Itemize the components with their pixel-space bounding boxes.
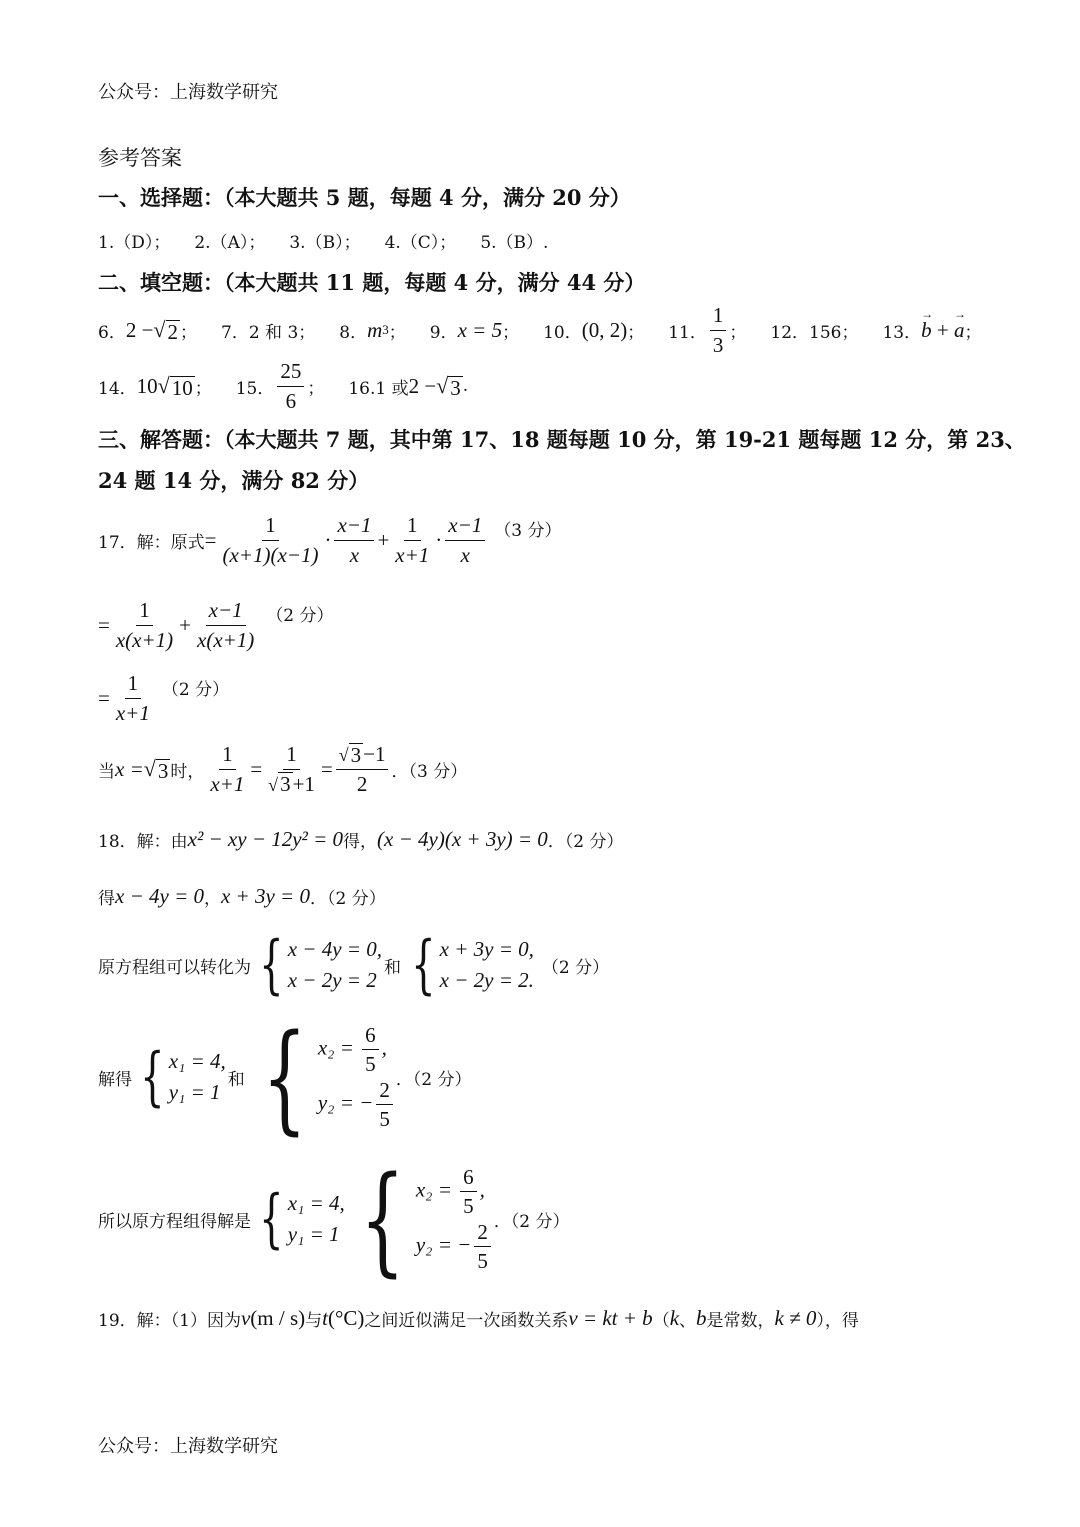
q15-numerator: 25: [277, 359, 304, 386]
q15-denominator: 6: [285, 388, 297, 413]
q18-final-s2-y-label: y₂ = −: [415, 1232, 472, 1257]
q13-plus: +: [931, 317, 954, 342]
q11-numerator: 1: [710, 303, 727, 330]
q14-label: 14．: [98, 378, 137, 399]
q17-k3-num-radicand: 3: [350, 743, 362, 767]
q17-when-radicand: 3: [157, 758, 169, 783]
q17-when: 当: [98, 761, 115, 782]
q19-k: k: [669, 1305, 680, 1330]
q17-k1-den: x+1: [210, 771, 245, 796]
q19-b: b: [696, 1305, 707, 1330]
q17-frac3: [392, 513, 432, 566]
q18-line3-label: 原方程组可以转化为: [98, 957, 251, 978]
q18-he: 和: [383, 957, 401, 978]
q14-coef: 10: [136, 373, 158, 398]
q17-g1-num: 1: [136, 598, 153, 625]
q18-final-solution-2: { x₂ = $\frac{6}{5}$ , y₂ = − $\frac{2}{5}$: [345, 1160, 494, 1278]
q17-frac-g1: [113, 598, 176, 651]
q18-line2-de: 得: [98, 888, 115, 909]
q19-text3: （: [652, 1310, 670, 1331]
q19-unit-speed: (m / s): [250, 1305, 306, 1330]
fill-blank-row-2: 14． 10 √ 10 ； 15． $\frac{25}{6}$ ； 16.1 或 2 − √ 3 .: [98, 359, 469, 413]
q6-radicand: 2: [167, 319, 178, 344]
left-brace-icon: {: [411, 928, 436, 1002]
q18-system-2: [403, 928, 534, 1002]
q19-equation: v = kt + b: [568, 1305, 653, 1330]
q13-vector-b: → b: [921, 318, 932, 343]
q17-k3-den: 2: [356, 771, 368, 796]
q17-line1: 17．解：原式 = $\frac{1}{(x+1)(x-1)}$ · $\frac{x-1}{x}$ + $\frac{1}{x+1}$ · $\frac{x-1}{x}$ （3 分）: [98, 513, 562, 567]
q18-solution-2: { x₂ = $\frac{6}{5}$ , y₂ = − $\frac{2}{5}$: [247, 1018, 396, 1136]
q18-label: 18．解：由: [98, 831, 188, 852]
q17-frac4: [445, 513, 485, 566]
q19-sep: 、: [679, 1310, 697, 1331]
q19-v: v: [240, 1305, 251, 1330]
q11-fraction: [710, 303, 727, 356]
q18-system-1: [251, 928, 382, 1002]
q18-s2-y-num: 2: [376, 1078, 393, 1105]
q18-line4-label: 解得: [98, 1069, 132, 1090]
q9-label: 9．: [429, 322, 458, 343]
q8-base: m: [367, 317, 383, 342]
q18-final-s2-x-den: 5: [463, 1194, 474, 1218]
q18-line5: [98, 1150, 570, 1288]
q18-line4: [98, 1008, 472, 1146]
q17-k2-den-radicand: 3: [280, 772, 291, 797]
section3-heading-line1: 三、解答题：（本大题共 7 题，其中第 17、18 题每题 10 分，第 19-21 题每题 12 分，第 23、: [98, 427, 1026, 452]
q14-sqrt: √ 10: [157, 373, 193, 400]
q19-yu: 与: [305, 1310, 323, 1331]
q6-value: 2 −: [125, 317, 154, 342]
q18-line2-a: x − 4y = 0: [115, 883, 204, 908]
answer-5: 5.（B）.: [480, 233, 549, 253]
q18-line2: 得 x − 4y = 0 ， x + 3y = 0 ．（2 分）: [98, 883, 386, 909]
q17-frac-k2: 1 √ 3 +1: [268, 742, 315, 797]
left-brace-icon: {: [259, 1182, 284, 1256]
q19-text5: ），得: [816, 1310, 859, 1331]
q18-final-s2-y-den: 5: [477, 1249, 488, 1273]
q17-frac4-num: x−1: [445, 513, 485, 540]
q17-line2: = $\frac{1}{x(x+1)}$ + $\frac{x-1}{x(x+1)}$ （2 分）: [98, 598, 334, 652]
q18-factored: (x − 4y)(x + 3y) = 0: [377, 826, 548, 851]
q17-g2-num: x−1: [206, 598, 246, 625]
q18-points-4: ．（2 分）: [395, 1069, 472, 1090]
q8-label: 8．: [339, 322, 368, 343]
section2-heading: 二、填空题：（本大题共 11 题，每题 4 分，满分 44 分）: [98, 270, 646, 295]
q6-sqrt: √ 2: [153, 317, 178, 344]
q17-k3-num-rest: −1: [363, 742, 386, 767]
q19-text4: 是常数，: [706, 1310, 775, 1331]
header-text: 公众号：上海数学研究: [98, 82, 278, 103]
q17-frac2: [334, 513, 374, 566]
q18-s2-x-label: x₂ =: [317, 1035, 360, 1060]
q16-radicand: 3: [450, 375, 461, 400]
q17-g1-den: x(x+1): [115, 627, 174, 652]
q12-answer: 12．156；: [770, 322, 859, 343]
q17-frac-h: [113, 671, 153, 724]
q13-vector-a: → a: [954, 318, 965, 343]
answer-2: 2.（A）；: [194, 233, 266, 253]
q17-frac-k1: [207, 742, 247, 795]
q19-line1: [98, 1300, 859, 1336]
q10-value: (0, 2): [581, 317, 628, 342]
q17-label: 17．解：原式: [98, 532, 205, 553]
q16-sqrt: √ 3: [436, 373, 461, 400]
q17-k2-num: 1: [283, 742, 300, 769]
q19-text2: 之间近似满足一次函数关系: [364, 1310, 569, 1331]
q17-points-4: ．（3 分）: [391, 761, 468, 782]
q16-label: 16.1 或: [348, 378, 409, 399]
q17-points-1: （3 分）: [494, 520, 562, 541]
q18-line5-label: 所以原方程组得解是: [98, 1211, 251, 1232]
q17-frac1-den: (x+1)(x−1): [222, 542, 319, 567]
q18-s2-x-den: 5: [365, 1052, 376, 1076]
q18-s1-x: x₁ = 4,: [168, 1048, 226, 1073]
q19-text1: 19．解：（1）因为: [98, 1310, 241, 1331]
q17-points-3: （2 分）: [161, 679, 230, 700]
section3-heading-line2: 24 题 14 分，满分 82 分）: [98, 468, 370, 493]
q17-k2-den-rest: +1: [292, 771, 315, 796]
q18-final-s2-x-label: x₂ =: [415, 1177, 458, 1202]
q17-k1-num: 1: [219, 742, 236, 769]
q9-value: x = 5: [457, 317, 503, 342]
q15-label: 15．: [235, 378, 275, 399]
q19-t: t: [322, 1305, 328, 1330]
left-brace-icon: {: [261, 1008, 307, 1146]
q17-line3: = $\frac{1}{x+1}$ （2 分）: [98, 671, 230, 725]
q18-final-s1-x: x₁ = 4,: [287, 1190, 345, 1215]
q17-frac1: [219, 513, 321, 566]
page-title: 参考答案: [98, 146, 182, 170]
q18-line3: [98, 930, 609, 1000]
q18-line1: [98, 822, 624, 856]
q16-value: 2 −: [408, 373, 437, 398]
left-brace-icon: {: [359, 1150, 405, 1288]
section1-heading: 一、选择题：（本大题共 5 题，每题 4 分，满分 20 分）: [98, 185, 631, 210]
q18-s1-y: y₁ = 1: [168, 1080, 221, 1104]
q18-final-s2-y-num: 2: [474, 1220, 491, 1247]
q18-solution-1: [132, 1040, 226, 1114]
q18-sys1-eq2: x − 2y = 2: [287, 968, 377, 992]
q18-points-1: ．（2 分）: [547, 831, 624, 852]
q8-exponent: 3: [382, 322, 389, 337]
q17-frac1-num: 1: [262, 513, 279, 540]
q18-final-s2-x-num: 6: [460, 1165, 477, 1192]
answer-4: 4.（C）；: [384, 233, 457, 253]
q15-fraction: [277, 359, 304, 412]
q18-final-solution-1: [251, 1182, 345, 1256]
q18-sys2-eq2: x − 2y = 2.: [439, 968, 534, 992]
q18-he2: 和: [227, 1069, 245, 1090]
q11-label: 11．: [668, 322, 707, 343]
q18-final-s1-y: y₁ = 1: [287, 1222, 340, 1246]
q14-radicand: 10: [171, 375, 193, 400]
q18-sys1-eq1: x − 4y = 0,: [287, 936, 382, 961]
q17-frac3-num: 1: [404, 513, 421, 540]
q18-de: 得，: [343, 831, 378, 852]
q18-sys2-eq1: x + 3y = 0,: [439, 936, 534, 961]
q18-s2-y-label: y₂ = −: [317, 1090, 374, 1115]
q17-when-sqrt: √ 3: [143, 756, 169, 783]
q13-label: 13．: [882, 322, 922, 343]
q17-frac2-den: x: [349, 542, 360, 567]
q18-s2-x-num: 6: [362, 1023, 379, 1050]
q19-unit-temp: (°C): [327, 1305, 365, 1330]
q17-frac2-num: x−1: [334, 513, 374, 540]
answer-3: 3.（B）；: [289, 233, 361, 253]
q17-when-x: x =: [115, 756, 144, 781]
q18-points-2: ．（2 分）: [309, 888, 386, 909]
q18-points-3: （2 分）: [541, 957, 610, 978]
section1-answers: [98, 228, 548, 253]
q17-frac4-den: x: [460, 542, 470, 567]
q18-points-5: ．（2 分）: [493, 1211, 570, 1232]
q17-when-shi: 时，: [170, 761, 205, 782]
left-brace-icon: {: [140, 1040, 165, 1114]
q17-h-num: 1: [125, 671, 142, 698]
q19-condition: k ≠ 0: [774, 1305, 817, 1330]
answer-1: 1.（D）；: [98, 233, 171, 253]
q7-answer: 7．2 和 3；: [221, 322, 316, 343]
q17-frac3-den: x+1: [395, 542, 430, 567]
q17-frac-k3: √ 3 −1 2: [336, 742, 389, 795]
q18-s2-y-den: 5: [379, 1107, 390, 1131]
q18-line2-b: x + 3y = 0: [220, 883, 310, 908]
left-brace-icon: {: [259, 928, 284, 1002]
fill-blank-row-1: 6． 2 − √ 2 ； 7．2 和 3； 8． m 3 ； 9． x = 5 ； 10． (0, 2) ； 11． $\frac{1}{3}$ ； 12．156； 13． → b + → a ；: [98, 305, 981, 355]
q17-h-den: x+1: [115, 700, 150, 725]
q17-line4: 当 x = √ 3 时， $\frac{1}{x+1}$ = 1 √ 3 +1 = √ 3 −1 2 ．（3 分）: [98, 742, 468, 797]
q17-points-2: （2 分）: [266, 605, 334, 626]
footer-text: 公众号：上海数学研究: [98, 1436, 278, 1457]
q11-denominator: 3: [712, 332, 724, 357]
q18-equation: x² − xy − 12y² = 0: [187, 826, 344, 851]
q6-label: 6．: [98, 322, 126, 343]
q17-g2-den: x(x+1): [197, 627, 255, 652]
q17-frac-g2: [194, 598, 257, 651]
q10-label: 10．: [543, 322, 582, 343]
